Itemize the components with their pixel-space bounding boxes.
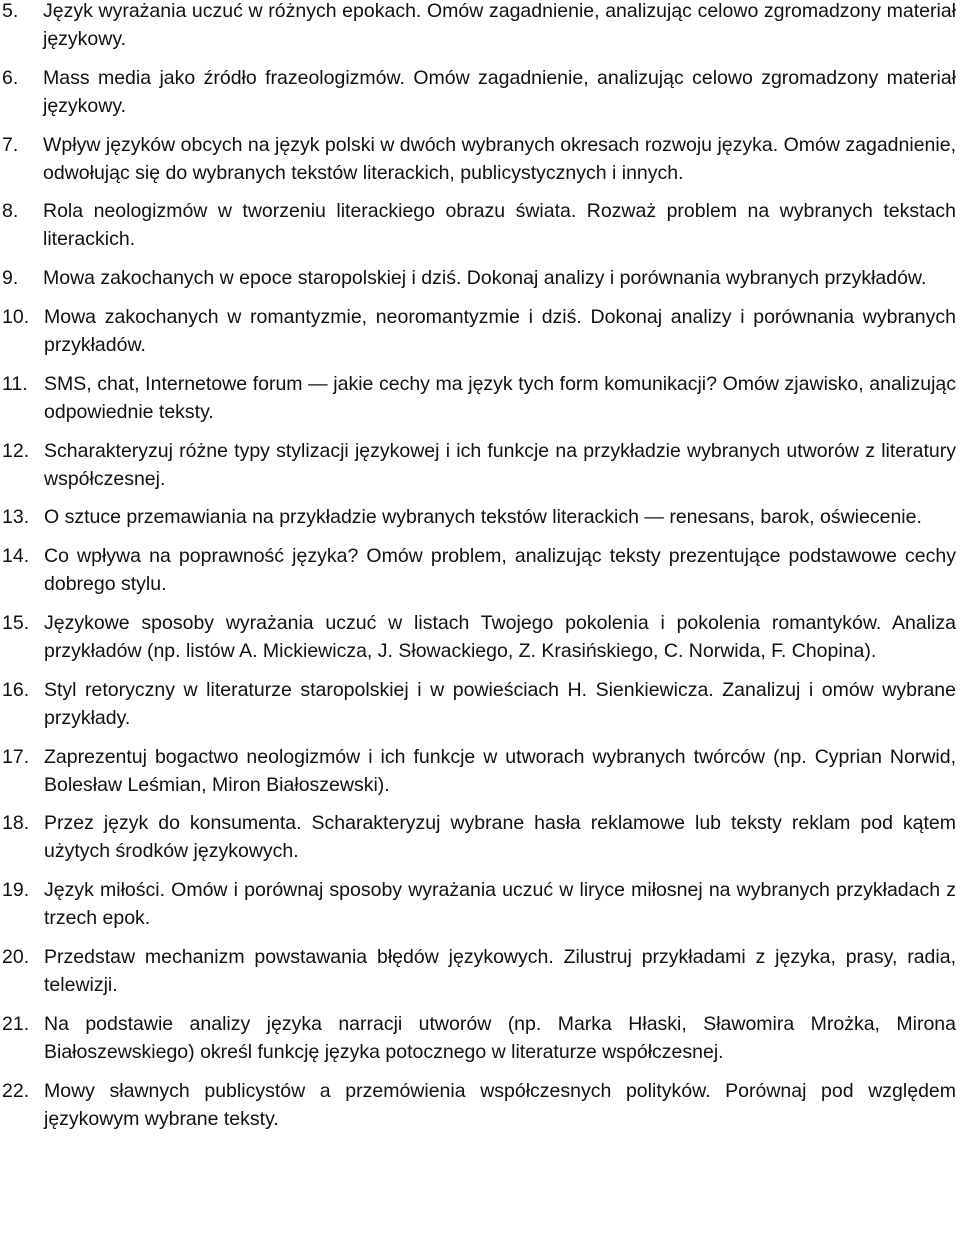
topic-number: 5.: [2, 0, 19, 22]
topic-item: [2, 609, 956, 665]
topic-text: Na podstawie analizy języka narracji utworów (np. Marka Hłaski, Sławomira Mrożka, Mirona Białoszewskiego) określ funkcję języka potocznego w literaturze współczesnej.: [44, 1012, 956, 1063]
topic-number: 15.: [2, 611, 30, 634]
topic-number: 10.: [2, 305, 30, 328]
topic-text: Scharakteryzuj różne typy stylizacji językowej i ich funkcje na przykładzie wybranych utworów z literatury współczesnej.: [44, 439, 956, 490]
topic-text: Przedstaw mechanizm powstawania błędów językowych. Zilustruj przykładami z języka, prasy, radia, telewizji.: [44, 945, 956, 996]
topic-item: [2, 503, 956, 531]
topic-text: Rola neologizmów w tworzeniu literackiego obrazu świata. Rozważ problem na wybranych tekstach literackich.: [43, 200, 956, 251]
topic-text: Język miłości. Omów i porównaj sposoby wyrażania uczuć w liryce miłosnej na wybranych przykładach z trzech epok.: [44, 879, 956, 930]
topic-item: [2, 0, 956, 53]
topic-item: [2, 131, 956, 187]
topic-item: [2, 743, 956, 799]
topic-number: 19.: [2, 879, 30, 902]
topic-number: 16.: [2, 678, 30, 701]
topic-text: O sztuce przemawiania na przykładzie wybranych tekstów literackich — renesans, barok, oświecenie.: [44, 506, 922, 529]
topic-item: [2, 437, 956, 493]
topic-number: 8.: [2, 200, 19, 223]
topic-item: [2, 303, 956, 359]
topic-number: 9.: [2, 267, 19, 290]
topic-item: [2, 809, 956, 865]
topic-text: SMS, chat, Internetowe forum — jakie cechy ma język tych form komunikacji? Omów zjawisko, analizując odpowiednie teksty.: [44, 372, 956, 423]
topic-text: Styl retoryczny w literaturze staropolskiej i w powieściach H. Sienkiewicza. Zanalizuj i omów wybrane przykłady.: [44, 678, 956, 729]
topic-item: [2, 876, 956, 932]
topic-text: Zaprezentuj bogactwo neologizmów i ich funkcje w utworach wybranych twórców (np. Cyprian Norwid, Bolesław Leśmian, Miron Białoszewski).: [44, 745, 956, 796]
topic-number: 21.: [2, 1012, 30, 1035]
topic-text: Język wyrażania uczuć w różnych epokach. Omów zagadnienie, analizując celowo zgromadzony materiał językowy.: [43, 0, 956, 50]
topic-item: [2, 676, 956, 732]
topic-item: [2, 943, 956, 999]
topic-text: Mowy sławnych publicystów a przemówienia współczesnych polityków. Porównaj pod względem językowym wybrane teksty.: [44, 1079, 956, 1130]
topic-item: [2, 1077, 956, 1133]
topic-number: 14.: [2, 545, 30, 568]
topic-number: 11.: [2, 372, 28, 395]
topic-item: [2, 370, 956, 426]
topic-text: Językowe sposoby wyrażania uczuć w listach Twojego pokolenia i pokolenia romantyków. Analiza przykładów (np. listów A. Mickiewicza, J. Słowackiego, Z. Krasińskiego, C. Norwida, F. Chopina).: [44, 611, 956, 662]
topic-number: 17.: [2, 745, 30, 768]
topic-text: Co wpływa na poprawność języka? Omów problem, analizując teksty prezentujące podstawowe cechy dobrego stylu.: [44, 545, 956, 596]
topic-text: Przez język do konsumenta. Scharakteryzuj wybrane hasła reklamowe lub teksty reklam pod kątem użytych środków językowych.: [44, 812, 956, 863]
topic-item: [2, 1010, 956, 1066]
topic-number: 12.: [2, 439, 30, 462]
topic-item: [2, 197, 956, 253]
topic-item: [2, 64, 956, 120]
topic-text: Mowa zakochanych w epoce staropolskiej i dziś. Dokonaj analizy i porównania wybranych przykładów.: [43, 267, 927, 290]
topic-number: 20.: [2, 945, 30, 968]
topic-text: Mowa zakochanych w romantyzmie, neoromantyzmie i dziś. Dokonaj analizy i porównania wybranych przykładów.: [44, 305, 956, 356]
topic-item: [2, 542, 956, 598]
topic-text: Mass media jako źródło frazeologizmów. Omów zagadnienie, analizując celowo zgromadzony materiał językowy.: [43, 66, 956, 117]
topic-list: [2, 0, 956, 1133]
topic-number: 6.: [2, 66, 19, 89]
topic-number: 18.: [2, 812, 30, 835]
topic-number: 13.: [2, 506, 30, 529]
topic-number: 7.: [2, 133, 19, 156]
topic-text: Wpływ języków obcych na język polski w dwóch wybranych okresach rozwoju języka. Omów zagadnienie, odwołując się do wybranych tekstów literackich, publicystycznych i innych.: [43, 133, 956, 184]
topic-number: 22.: [2, 1079, 30, 1102]
topic-item: [2, 264, 956, 292]
